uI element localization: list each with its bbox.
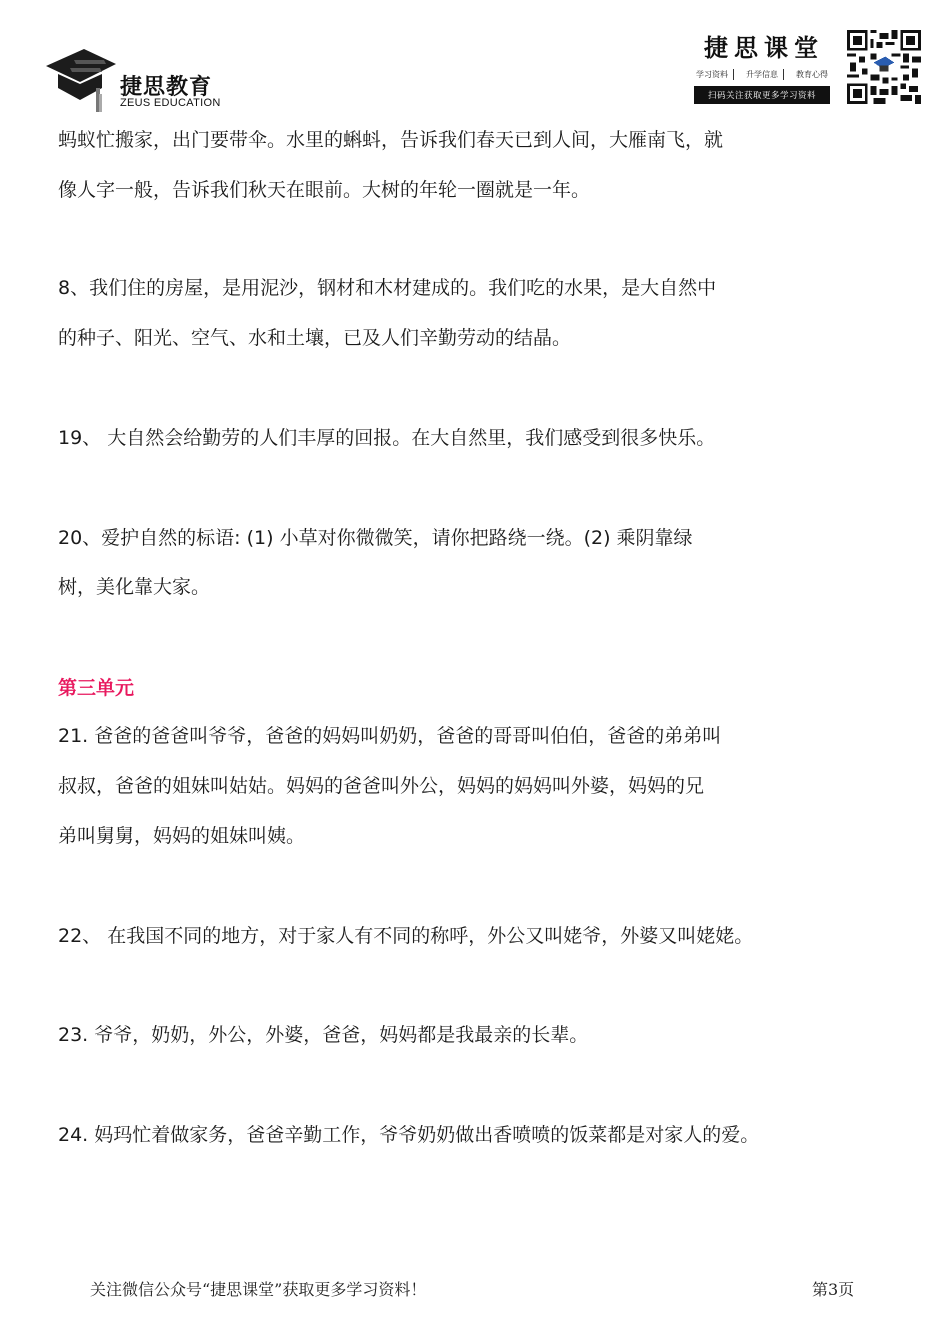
item-21-line: 叔叔，爸爸的姐妹叫姑姑。妈妈的爸爸叫外公，妈妈的妈妈叫外婆，妈妈的兄 [58, 775, 705, 797]
brand-tag: 教育心得 [796, 70, 828, 79]
page-number: 第3页 [812, 1280, 855, 1299]
footer-note: 关注微信公众号“捷思课堂”获取更多学习资料！ [90, 1280, 427, 1299]
item-23-line: 23. 爷爷，奶奶，外公，外婆，爸爸，妈妈都是我最亲的长辈。 [58, 1024, 589, 1046]
item-20-line: 树，美化靠大家。 [58, 576, 211, 598]
item-8-line: 的种子、阳光、空气、水和土壤，已及人们辛勤劳动的结晶。 [58, 327, 572, 349]
item-20-line: 20、爱护自然的标语: (1) 小草对你微微笑，请你把路绕一绕。(2) 乘阴靠绿 [58, 527, 693, 549]
item-21-line: 弟叫舅舅，妈妈的姐妹叫姨。 [58, 825, 306, 847]
brand-title: 捷思课堂 [704, 33, 824, 62]
item-24-line: 24. 妈玛忙着做家务，爸爸辛勤工作，爷爷奶奶做出香喷喷的饭菜都是对家人的爱。 [58, 1124, 760, 1146]
logo-chinese-name: 捷思教育 [120, 75, 213, 100]
item-19-line: 19、 大自然会给勤劳的人们丰厚的回报。在大自然里，我们感受到很多快乐。 [58, 427, 716, 449]
item-21-line: 21. 爸爸的爸爸叫爷爷，爸爸的妈妈叫奶奶，爸爸的哥哥叫伯伯，爸爸的弟弟叫 [58, 725, 722, 747]
brand-tags [694, 69, 830, 80]
graduation-cap-icon [44, 44, 124, 114]
section-heading-unit-3: 第三单元 [58, 677, 135, 699]
item-8-line: 8、我们住的房屋，是用泥沙，钢材和木材建成的。我们吃的水果，是大自然中 [58, 277, 717, 299]
logo-english-name: ZEUS EDUCATION [120, 97, 221, 109]
paragraph-line: 像人字一般，告诉我们秋天在眼前。大树的年轮一圈就是一年。 [58, 179, 591, 201]
paragraph-line: 蚂蚁忙搬家，出门要带伞。水里的蝌蚪，告诉我们春天已到人间，大雁南飞，就 [58, 129, 724, 151]
zeus-education-logo [44, 44, 244, 114]
brand-tag: 学习资料 [696, 69, 734, 80]
qr-code-icon [846, 30, 922, 104]
brand-tag: 升学信息 [746, 69, 784, 80]
item-22-line: 22、 在我国不同的地方，对于家人有不同的称呼，外公又叫姥爷，外婆又叫姥姥。 [58, 925, 754, 947]
brand-banner [694, 28, 830, 104]
brand-slogan-bar: 扫码关注获取更多学习资料 [694, 86, 830, 104]
